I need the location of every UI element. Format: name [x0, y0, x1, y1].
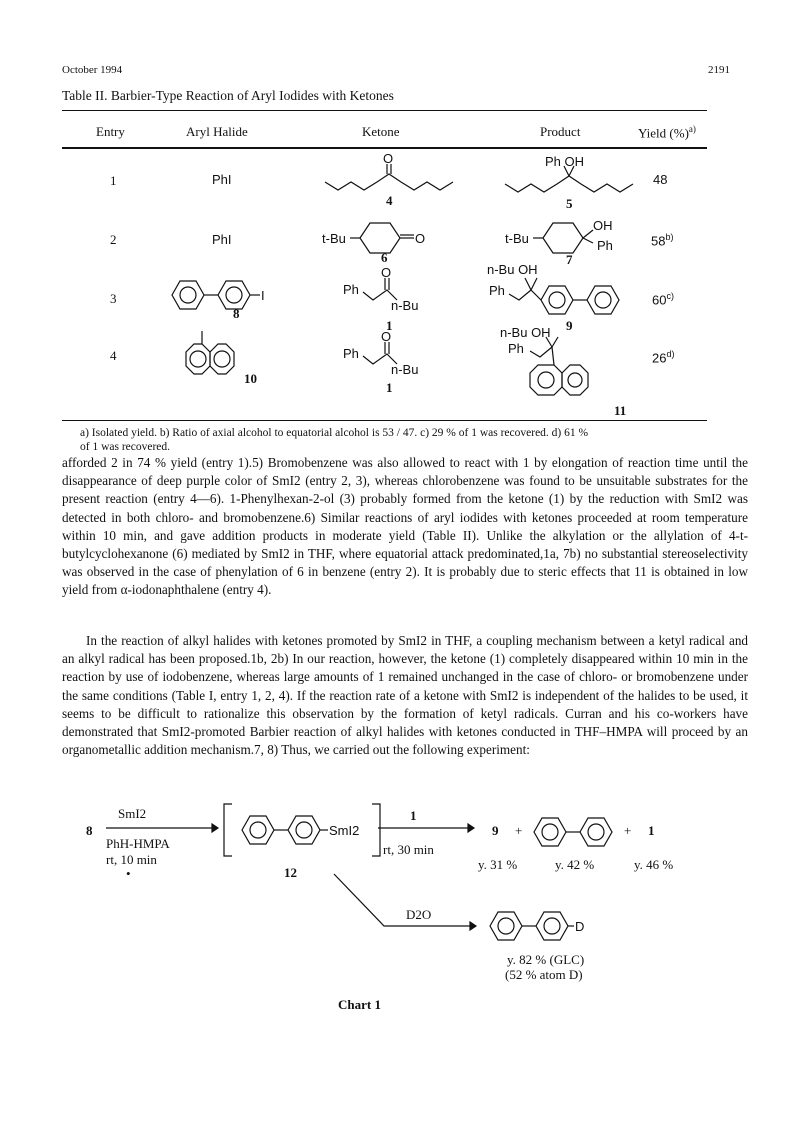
scheme-yield-9: y. 31 %: [478, 857, 518, 872]
table-footnote-1: a) Isolated yield. b) Ratio of axial alcohol to equatorial alcohol is 53 / 47. c) 29 % of 1 was recovered. d) 61 %: [80, 427, 589, 439]
deuterobiphenyl-structure: [488, 908, 588, 946]
scheme-step2-top: 1: [410, 808, 417, 823]
svg-text:O: O: [381, 329, 392, 344]
table-title: Table II. Barbier-Type Reaction of Aryl Iodides with Ketones: [62, 88, 394, 103]
entry-1: 1: [110, 173, 117, 188]
svg-text:Ph: Ph: [343, 346, 359, 361]
scheme-yield-d-1: y. 82 % (GLC): [507, 952, 585, 967]
ketone-label-1b: 1: [386, 380, 393, 395]
aryl-halide-label-8: 8: [233, 306, 240, 321]
ketone-label-1a: 1: [386, 318, 393, 333]
svg-text:Ph: Ph: [508, 341, 524, 356]
scheme-arrow-1: [106, 820, 218, 836]
scheme-plus-1: +: [515, 823, 523, 838]
ketone-label-4: 4: [386, 193, 393, 208]
svg-text:t-Bu: t-Bu: [505, 231, 529, 246]
entry-3: 3: [110, 291, 117, 306]
scheme-product-9: 9: [492, 823, 499, 838]
scheme-reagent-bottom-2: rt, 10 min: [106, 852, 157, 867]
product-label-7: 7: [566, 252, 573, 267]
yield-4: 26$^{d)}$: [652, 349, 675, 366]
svg-text:Ph: Ph: [343, 282, 359, 297]
page-number: 2191: [708, 64, 730, 76]
table-bottom-rule: [62, 420, 707, 421]
ketone-label-6: 6: [381, 250, 388, 265]
col-yield: Yield (%)$^{a)}$: [638, 124, 696, 141]
col-product: Product: [540, 124, 581, 139]
aryl-halide-label-10: 10: [244, 371, 257, 386]
body-paragraph-1: afforded 2 in 74 % yield (entry 1).5) Bromobenzene was also allowed to react with 1 by elongation of reaction time until the disappearance of deep purple color of SmI2 (entry 2, 3), whereas chlorobenzene was found to be unsuitable substrates for the present reaction (entry 4—6). 1-Phenylhexan-2-ol (3) probably formed from the ketone (1) by the reduction with SmI2 was detected in both chloro- and bromobenzene.6) Similar reactions of aryl iodides with ketones proceeded at room temperature within 10 min, and gave addition products in moderate yield (Table II). Unlike the alkylation or the allylation of 4-t-butylcyclohexanone (6) mediated by SmI2 in THF, where equatorial attack predominated,1a, 7b) no substantial stereoselectivity was observed in the case of phenylation of 6 in benzene (entry 2). It is probably due to steric effects that 11 is obtained in low yield from α-iodonaphthalene (entry 4).: [62, 455, 748, 598]
page-date: October 1994: [62, 64, 123, 76]
ketone-1-structure-b: [343, 329, 433, 377]
svg-text:Ph: Ph: [597, 238, 613, 253]
aryl-halide-2: PhI: [212, 232, 232, 247]
scheme-yield-1: y. 46 %: [634, 857, 674, 872]
svg-text:I: I: [261, 288, 265, 303]
svg-text:O: O: [383, 151, 394, 166]
intermediate-label-12: 12: [284, 865, 297, 880]
entry-2: 2: [110, 232, 117, 247]
scheme-product-1: 1: [648, 823, 655, 838]
scheme-reagent-bottom-1: PhH-HMPA: [106, 836, 170, 851]
svg-text:SmI2: SmI2: [329, 823, 360, 838]
svg-text:D: D: [575, 919, 585, 934]
yield-3: 60$^{c)}$: [652, 291, 674, 308]
product-label-5: 5: [566, 196, 573, 211]
product-label-9: 9: [566, 318, 573, 333]
scheme-dot: •: [126, 866, 131, 881]
svg-text:Ph OH: Ph OH: [545, 154, 585, 169]
intermediate-12-structure: [222, 800, 387, 860]
svg-text:n-Bu: n-Bu: [391, 298, 419, 313]
svg-text:n-Bu: n-Bu: [391, 362, 419, 377]
svg-text:OH: OH: [593, 218, 613, 233]
product-label-11: 11: [614, 403, 627, 418]
scheme-yield-d-2: (52 % atom D): [505, 967, 583, 982]
aryl-halide-8-structure: [170, 275, 280, 315]
col-entry: Entry: [96, 124, 125, 139]
yield-2: 58$^{b)}$: [651, 232, 674, 249]
body-paragraph-2: In the reaction of alkyl halides with ketones promoted by SmI2 in THF, a coupling mechanism between a ketyl radical and an alkyl radical has been proposed.1b, 2b) In our reaction, however, the ketone (1) completely disappeared within 10 min in the reaction by use of iodobenzene, whereas large amounts of 1 remained unchanged in the case of chloro- or bromobenzene under the same conditions (Table I, entry 1, 2, 4). If the reaction rate of a ketone with SmI2 is independent of the halides to be used, it seems to be difficult to rationalize this observation by the formation of ketyl radicals. Curran and his co-workers have demonstrated that SmI2-promoted Barbier reaction of alkyl halides with ketones conducted in THF–HMPA will proceed by an organometallic addition mechanism.7, 8) Thus, we carried out the following experiment:: [62, 633, 748, 758]
table-header-rule: [62, 147, 707, 149]
svg-text:O: O: [381, 265, 392, 280]
table-top-rule: [62, 110, 707, 111]
aryl-halide-10-structure: [174, 330, 244, 388]
scheme-yield-biphenyl: y. 42 %: [555, 857, 595, 872]
scheme-arrow-2: [378, 820, 474, 836]
col-ketone: Ketone: [362, 124, 400, 139]
product-9-structure: [487, 262, 637, 312]
yield-1: 48: [653, 172, 668, 187]
svg-text:t-Bu: t-Bu: [322, 231, 346, 246]
svg-text:n-Bu OH: n-Bu OH: [500, 325, 551, 340]
table-footnote-2: of 1 was recovered.: [80, 441, 171, 453]
scheme-arrow-d2o: [330, 870, 480, 942]
biphenyl-structure: [532, 814, 632, 850]
ketone-1-structure-a: [343, 265, 433, 313]
scheme-plus-2: +: [624, 823, 632, 838]
scheme-step2-bottom: rt, 30 min: [383, 842, 434, 857]
entry-4: 4: [110, 348, 117, 363]
scheme-start: 8: [86, 823, 93, 838]
col-aryl-halide: Aryl Halide: [186, 124, 248, 139]
svg-text:O: O: [415, 231, 426, 246]
svg-text:n-Bu OH: n-Bu OH: [487, 262, 538, 277]
chart-caption: Chart 1: [338, 997, 381, 1012]
product-11-structure: [500, 325, 590, 410]
scheme-d2o: D2O: [406, 907, 432, 922]
svg-text:Ph: Ph: [489, 283, 505, 298]
scheme-reagent-top: SmI2: [118, 806, 147, 821]
aryl-halide-1: PhI: [212, 172, 232, 187]
